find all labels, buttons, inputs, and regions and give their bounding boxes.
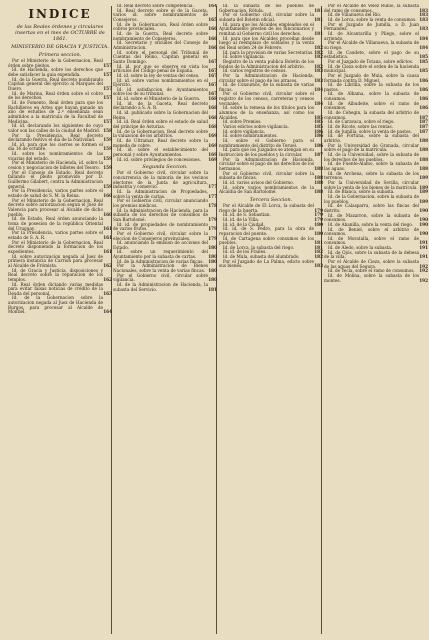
entry-text: Id. de Cieza sobre el orden de la hacienda municipal. [324, 63, 419, 74]
entry-text: Por el Ministerio de Hacienda, id. sobre la cesion y negociacion de billetes del Tesoro. [8, 160, 103, 171]
entry-text: Id. de Archena, sobre la subasta de los terrenos. [324, 170, 419, 181]
entry-text: Id. sobre el Gobierno para el nombramiento del distrito de Teruel. [219, 138, 314, 148]
index-entry [219, 186, 323, 195]
entry-text: Por la Administracion de Hacienda, circular sobre el pago de los derechos de los hermanos. [219, 156, 314, 171]
index-entry [113, 209, 217, 223]
entry-text: Id. de Villanueva del Rio. [328, 12, 382, 18]
entry-text: Id. id. de S. Pedro, para la obra de reparacion del puente. [219, 226, 314, 236]
entry-text: Varios edictos sobre vigilancia. [223, 124, 289, 130]
entry-page-number: 189 [419, 198, 428, 204]
entry-page-number: 180 [208, 258, 217, 264]
entry-page-number: 185 [419, 68, 428, 74]
entry-page-number: 168 [208, 105, 217, 111]
entry-page-number: 177 [208, 193, 217, 199]
entry-text: Id. id. sobre privilegios de concesiones. [117, 156, 201, 162]
entry-text: Id. de Beniel, sobre el arbitrio de consumos. [324, 226, 419, 237]
section-heading: Primera seccion. [38, 52, 82, 58]
entry-text: Id. sobre la remesa de los títulos para los alumnos de la enseñanza, así como los Alcaldes. [219, 105, 314, 120]
entry-text: Id. para la provision de varias Secretarías. [223, 49, 314, 55]
entry-text: Por el Juzgado de Mula, sobre la causa formada contra D. Miguel. [324, 72, 419, 83]
index-title: INDICE [28, 7, 92, 21]
entry-page-number: 190 [419, 221, 428, 227]
entry-text: Id. de Yecla, sobre el ramo de consumos. [328, 268, 415, 274]
entry-text: Por el Alcalde de Velez Rubio, la subasta del ramo de consumos. [324, 4, 419, 13]
entry-page-number: 184 [314, 86, 323, 92]
entry-page-number: 157 [103, 85, 112, 91]
entry-page-number: 182 [314, 254, 323, 260]
entry-page-number: 162 [103, 262, 112, 268]
entry-page-number: 186 [419, 96, 428, 102]
entry-page-number: 180 [208, 268, 217, 274]
entry-page-number: 185 [419, 58, 428, 64]
entry-page-number: 168 [208, 96, 217, 102]
index-entry [219, 158, 323, 172]
entry-text: Id. de la Guerra, Real decreto sobre nombramiento de Consejeros. [113, 30, 208, 41]
entry-page-number: 192 [419, 263, 428, 269]
entry-page-number: 159 [103, 183, 112, 189]
entry-page-number: 166 [208, 35, 217, 41]
entry-text: Id. de Fomento, Real órden para que los Bachilleres en Artes que hayan ganado un año de estudios de 2.º enseñanza sean admitidos a la matrícula de la Facultad de Medicina. [8, 99, 103, 124]
entry-page-number: 167 [208, 58, 217, 64]
index-entry [8, 269, 112, 283]
entry-text: Id. id. publicado sobre la Gobernacion del Reino. [113, 110, 208, 120]
index-entry [219, 106, 323, 120]
entry-page-number: 190 [419, 231, 428, 237]
entry-text: Id. sobre varios nombramientos de la Alcaldia de San Bartolomé. [219, 184, 314, 195]
entry-page-number: 168 [208, 124, 217, 130]
section-heading: Tercera Seccion. [249, 196, 293, 203]
entry-page-number: 183 [314, 263, 323, 269]
entry-text: Por el Juzgado de La Palma, edicto sobre sus bienes. [219, 258, 314, 269]
entry-page-number: 182 [314, 249, 323, 255]
entry-page-number: 161 [103, 225, 112, 231]
index-entry [8, 283, 112, 297]
entry-text: Id. id. sobre la ley de ventas del censo. [117, 72, 200, 78]
entry-text: Id. id. declarando los siguientes de cuyo valor son las calles de la ciudad de Madrid. [8, 123, 103, 133]
entry-page-number: 187 [419, 114, 428, 120]
entry-page-number: 183 [419, 12, 428, 18]
entry-page-number: 192 [419, 268, 428, 274]
entry-page-number: 186 [419, 77, 428, 83]
entry-page-number: 162 [103, 276, 112, 282]
entry-page-number: 179 [314, 207, 323, 213]
entry-page-number: 183 [314, 68, 323, 74]
entry-text: Por la Administracion de Hacienda, circular sobre el pago de los atrasos. [219, 72, 314, 83]
entry-text: Id. de Estado, Real órden anunciando la toma de posesion de la república Oriental del Uruguay. [8, 216, 103, 231]
entry-page-number: 164 [208, 4, 217, 8]
entry-page-number: 159 [103, 137, 112, 143]
entry-text: Id. de Cartagena sobre consumos de los pueblos. [219, 235, 314, 246]
entry-text: Id. de Caravaca, sobre el riego. [328, 119, 395, 125]
entry-page-number: 179 [208, 235, 217, 241]
entry-text: Id. de Consumos, de la subasta de varias fincas. [219, 82, 314, 92]
entry-text: Id. id. satisfaccion de Ayuntamientos sobre los de su tribunal. [113, 86, 208, 97]
entry-page-number: 182 [314, 44, 323, 50]
entry-page-number: 188 [314, 175, 323, 181]
index-entry [113, 283, 217, 292]
entry-page-number: 185 [419, 54, 428, 60]
entry-text: Id. anunciando la emision de acciones del Estado. [113, 240, 208, 250]
entry-page-number: 167 [208, 68, 217, 74]
entry-page-number: 177 [208, 184, 217, 190]
index-entry [219, 92, 323, 106]
entry-page-number: 159 [103, 155, 112, 161]
index-entry [324, 274, 428, 283]
entry-page-number: 163 [103, 290, 112, 296]
entry-page-number: 180 [208, 244, 217, 250]
entry-text: Id. id. de la Gaceta, Real decreto declarando a S. A. R. [113, 100, 208, 111]
entry-text: Id. varios registros de censos. [223, 68, 287, 74]
entry-page-number: 164 [103, 309, 112, 315]
entry-page-number: 180 [314, 221, 323, 227]
entry-text: Id. Real decreto sobre competencia. [117, 4, 194, 8]
index-entry [113, 9, 217, 23]
entry-page-number: 169 [208, 133, 217, 139]
entry-text: Id. de Molina, sobre la subasta de los montes. [324, 273, 419, 283]
entry-page-number: 184 [419, 44, 428, 50]
entry-page-number: 179 [208, 226, 217, 232]
entry-text: Id. de Abanilla, sobre la venta del riego. [328, 221, 414, 227]
entry-text: Por el Ministerio de la Gobernacion, Real decreto disponiendo la formacion de los expedientes. [8, 239, 103, 254]
entry-text: Id. de la Administracion de varias fincas. [117, 258, 204, 264]
entry-text: Registro de la venta publica Boletin de los fondos de la Administracion del arbitrio. [219, 58, 314, 69]
index-entry [219, 37, 323, 51]
entry-text: Id. sobre autorizacion negada al Juez de primera instancia de Carrion para procesar al Alcalde de Frómista. [8, 253, 103, 268]
entry-text: Id. Real órden dictando varias medidas para evitar falsas noticias de crédito de la Deuda del personal. [8, 281, 103, 296]
entry-page-number: 181 [208, 286, 217, 292]
index-entry [8, 255, 112, 269]
entry-text: Id. id. de S. Sebastian. [223, 212, 271, 218]
entry-text: Por el Ministerio de la Gobernacion, Real decreto sobre autorizacion segun el Juez de Valencia para procesar al Alcalde de dicho pueblo. [8, 197, 103, 217]
entry-text: Por el Gobierno civil, circular sobre la subasta de fincas. [219, 170, 314, 181]
index-subtitle: de las Reales órdenes y circulares insertas en el mes de OCTUBRE de 1861. [15, 24, 105, 42]
entry-text: Por el Alcalde de Cieza, sobre la subasta de las aguas del Segura. [324, 259, 419, 269]
entry-page-number: 160 [103, 193, 112, 199]
section-heading: Segunda Seccion. [142, 164, 188, 171]
index-entry [219, 260, 323, 269]
entry-page-number: 182 [314, 54, 323, 60]
entry-text: Id. la subasta de los pueblos de Gobernacion, Rótula. [219, 4, 314, 13]
entry-text: Id. Real decreto sobre el de la Gaceta, varios id. sobre nombramientos de Consejeros. [113, 7, 208, 22]
index-entry [219, 23, 323, 37]
entry-text: Id. sobre Premios. [223, 119, 262, 125]
entry-page-number: 190 [419, 207, 428, 213]
entry-text: Id. id. de los Frailes. [223, 249, 267, 255]
entry-text: Id. de Aledo, sobre la subasta. [328, 245, 393, 251]
entry-text: Id. id. sobre el Ministerio de la Guerra. [117, 96, 201, 102]
section-heading: MINISTERIO DE GRACIA Y JUSTICIA. [11, 44, 109, 50]
entry-text: Id. de Mula, subasta del alumbrado. [223, 254, 300, 260]
entry-page-number: 161 [103, 234, 112, 240]
entry-page-number: 185 [314, 124, 323, 130]
entry-text: Id. de la Gobernacion sobre la autorizacion negada al Juez de Hacienda de Burgos, para procesar al Alcalde de Montiel. [8, 295, 103, 315]
index-entry [8, 296, 112, 315]
entry-text: Id. id. para que los cierres se formen el dia 16 de octubre. [8, 141, 103, 152]
entry-page-number: 188 [314, 189, 323, 195]
entry-page-number: 168 [208, 114, 217, 120]
index-entry [113, 51, 217, 65]
entry-text: Por el Gobierno civil, circular sobre la subasta del Boletin oficial. [219, 12, 314, 22]
entry-text: Id. de Hacienda, sobre los derechos que debe satisfacer la guia expendida. [8, 67, 103, 77]
entry-page-number: 186 [314, 133, 323, 139]
index-column-3 [219, 4, 323, 269]
index-entry [8, 78, 112, 92]
entry-text: Id. de Librilla, sobre la subasta de los pastos. [324, 82, 419, 92]
entry-text: Id. id. de propiedades de nombramiento de varios frutos. [113, 221, 208, 232]
entry-text: Id. de la Universidad, sobre la subasta de los derechos de los pueblos. [324, 152, 419, 162]
entry-text: Id. de la Guerra, Real decreto nombrando Capitan general del ejército al Marqués del Duero. [8, 76, 103, 91]
entry-text: Por el Gobierno civil, circular sobre el registro de los censos, carreteras y censos vecinales. [219, 91, 314, 106]
entry-page-number: 184 [314, 100, 323, 106]
entry-page-number: 180 [208, 254, 217, 260]
entry-text: Id. sobre los nombramientos de las vicarias del estado. [8, 151, 103, 161]
entry-text: Id. de Cehegin, la subasta del arbitrio de consumos. [324, 110, 419, 120]
entry-text: Por el Gobierno civil, circular sobre la concurrencia de la minoría de los vecinos electores de la Junta de agricultura, industria y comercio. [113, 170, 208, 190]
entry-page-number: 181 [314, 16, 323, 22]
entry-text: Por el Juzgado de Totana, sobre edictos. [328, 58, 414, 64]
entry-text: Id. de Blanca, sobre la subasta. [328, 189, 395, 195]
index-column-1 [8, 4, 112, 315]
entry-text: Id. para que los Alcaldes empleados en el Ayuntamiento presten de los funcionarios y remitan al Gobierno civil los derechos. [219, 21, 314, 36]
entry-page-number: 186 [419, 86, 428, 92]
index-entry [113, 158, 217, 163]
entry-text: Por el Gobierno civil, circular sobre la eleccion de Consejeros provinciales. [113, 230, 208, 241]
entry-page-number: 179 [314, 212, 323, 218]
index-entry [8, 241, 112, 255]
index-column-4 [324, 4, 428, 283]
entry-text: Id. Secretario y oficiales del Consejo de Administracion. [113, 40, 208, 50]
entry-text: Por el Alcalde de El Lorca, la subasta del riego de la huerta. [219, 202, 314, 213]
entry-text: Id. de Ojós, sobre la subasta de la dehesa de la villa. [324, 249, 419, 260]
index-entry [8, 171, 112, 190]
entry-page-number: 188 [419, 147, 428, 153]
entry-page-number: 180 [208, 277, 217, 283]
entry-text: Id. de Jumilla, sobre la venta de pastos. [328, 128, 412, 134]
entry-text: Id. la Administracion de Propiedades, sobre la venta de cartas. [113, 188, 208, 199]
entry-page-number: 178 [208, 202, 217, 208]
entry-page-number: 167 [208, 91, 217, 97]
entry-text: Id. de la Gobernacion, Real decreto sobre la valuacion de los arbitrios. [113, 128, 208, 139]
entry-page-number: 188 [419, 138, 428, 144]
entry-text: Por el Consejo de Estado, Real decreto fallando el pleito promovido por D. Guillermo Gilabert, contra la Administracion general. [8, 169, 103, 189]
entry-page-number: 181 [314, 30, 323, 36]
entry-page-number: 179 [208, 216, 217, 222]
entry-text: Por la Presidencia, varios partes sobre el estado de salud de S. M. la Reina. [8, 188, 103, 199]
entry-page-number: 192 [419, 277, 428, 283]
entry-text: Id. de Alcantarilla y Pliego, sobre el arriendo. [324, 30, 419, 41]
entry-page-number: 181 [314, 240, 323, 246]
entry-page-number: 191 [419, 254, 428, 260]
entry-page-number: 181 [314, 244, 323, 250]
entry-page-number: 187 [419, 124, 428, 130]
entry-text: Por la Presidencia, Real decreto declarando festivo el dia de la Natividad. [8, 132, 103, 143]
entry-page-number: 190 [419, 217, 428, 223]
entry-text: Id. de Calasparra, sobre las fincas del distrito. [324, 203, 419, 213]
entry-text: Id. id. Real órden sobre el estado de salud del principe de Asturias. [113, 119, 208, 130]
entry-text: Id. la Administracion de Hacienda, para la subasta de los derechos de consumos de San Bartolomé. [113, 207, 208, 222]
entry-page-number: 187 [419, 128, 428, 134]
entry-text: Por la Universidad de Sevilla, circular sobre la venta de los bienes de la matrícula. [324, 179, 419, 190]
entry-page-number: 159 [103, 146, 112, 152]
entry-text: Por el Alcalde de Villanueva, la subasta de su riego. [324, 40, 419, 50]
entry-page-number: 167 [208, 82, 217, 88]
entry-text: Id. de Ricote, sobre las rentas. [328, 124, 393, 130]
entry-text: Por el Gobierno civil, circular sobre vigilancia. [113, 272, 208, 283]
entry-page-number: 187 [314, 152, 323, 157]
entry-text: Id. de la Administracion de Hacienda, la subasta del Servicio. [113, 282, 208, 292]
entry-page-number: 183 [419, 16, 428, 22]
entry-page-number: 181 [314, 7, 323, 13]
entry-page-number: 183 [419, 26, 428, 32]
entry-page-number: 187 [419, 119, 428, 125]
entry-text: Id. de Fortuna, sobre la subasta del arbitrio. [324, 133, 419, 144]
entry-text: Por la Universidad de Granada, circular sobre el pago de la matrícula. [324, 142, 419, 153]
entry-page-number: 159 [103, 165, 112, 171]
entry-text: Id. de Alhama, sobre la subasta de consumos. [324, 91, 419, 102]
entry-page-number: 169 [208, 152, 217, 157]
entry-text: Id. sobre un requerimiento del Ayuntamiento por la subasta de cartas. [113, 249, 208, 260]
entry-text: Id. de Fuente-Alamo, sobre la subasta de las aguas. [324, 161, 419, 171]
entry-text: Por el Juzgado de Jumilla, a D. Juan Fernandez. [324, 21, 419, 32]
entry-page-number: 188 [314, 165, 323, 171]
entry-text: Id. para que los Alcaldes procedan desde luego al reemplazo de soldados y la venta del Real orden 24 de Febrero. [219, 35, 314, 50]
entry-text: Por la Administracion de Bienes Nacionales, sobre la venta de varias fincas. [113, 263, 208, 274]
index-entry [8, 101, 112, 124]
entry-text: Id. id. varios avisos del Gobierno. [223, 179, 294, 185]
entry-text: Id. de la Gobernacion, Real órden sobre cobros provinciales. [113, 21, 208, 32]
entry-text: Id. de Gracia y Justicia, disposiciones y Real decreto sobre la reparacion de los templos. [8, 267, 103, 282]
entry-text: Id. de Albudeite, sobre el ramo de consumos. [324, 100, 419, 111]
entry-text: Id. id. sobre el establecimiento del personal y sobre Ayuntamientos. [113, 147, 208, 157]
entry-text: Id. id. sobre varios nombramientos en el Ejército. [113, 77, 208, 88]
entry-page-number: 186 [314, 142, 323, 148]
entry-page-number: 186 [419, 105, 428, 111]
entry-page-number: 160 [103, 211, 112, 217]
entry-text: Id. sobre vigilancia. [223, 54, 265, 60]
index-entry [8, 199, 112, 218]
entry-page-number: 188 [419, 165, 428, 171]
entry-page-number: 180 [314, 230, 323, 236]
entry-page-number: 158 [103, 127, 112, 133]
entry-page-number: 189 [419, 184, 428, 190]
entry-text: Id. id. de la Ciudad. [223, 221, 265, 227]
entry-page-number: 183 [314, 77, 323, 83]
entry-page-number: 183 [419, 7, 428, 13]
entry-page-number: 191 [419, 240, 428, 246]
entry-text: Id. sobre vigilancia. [223, 128, 265, 134]
entry-page-number: 188 [419, 156, 428, 162]
entry-page-number: 166 [208, 26, 217, 32]
entry-page-number: 157 [103, 71, 112, 77]
entry-page-number: 182 [314, 49, 323, 55]
entry-page-number: 191 [419, 245, 428, 251]
entry-text: Por el Gobierno civil, circular anunciando los premios médicos. [113, 198, 208, 208]
entry-page-number: 179 [314, 216, 323, 222]
entry-text: Id. id. por que se observe en vista los artículos del Código penal de España. [113, 63, 208, 74]
entry-text: Por la Presidencia, varios partes sobre el estado de S. A. R. [8, 230, 103, 240]
entry-page-number: 189 [419, 175, 428, 181]
entry-page-number: 189 [419, 189, 428, 195]
entry-text: Id. de la Gobernacion, sobre la subasta de los pueblos. [324, 193, 419, 204]
entry-page-number: 157 [103, 62, 112, 68]
entry-page-number: 161 [103, 248, 112, 254]
entry-text: Id. para que los Juzgados se atengan en su Instruccion de los pueblos y la circular. [219, 147, 314, 157]
entry-text: Id. sobre nombramientos. [223, 133, 278, 139]
entry-text: Id. de Lorca, la subasta del riego. [223, 244, 295, 250]
entry-page-number: 185 [314, 119, 323, 125]
entry-text: Id. de Marina, Real órden sobre el cobro de los derechos. [8, 90, 103, 101]
entry-page-number: 169 [208, 142, 217, 148]
entry-text: Por el Ministerio de la Gobernacion, Real órden sobre pleitos. [8, 58, 103, 68]
entry-page-number: 166 [208, 44, 217, 50]
entry-text: Id. de Moratalla, sobre el ramo de consumos. [324, 235, 419, 246]
entry-page-number: 186 [314, 128, 323, 134]
entry-page-number: 184 [419, 35, 428, 41]
entry-text: Id. id. de la Villa. [223, 216, 260, 222]
entry-page-number: 157 [103, 118, 112, 124]
index-entry [113, 171, 217, 190]
entry-text: Id. de Caudete, sobre el pago de su estadística. [324, 49, 419, 60]
index-column-2 [113, 4, 217, 292]
entry-text: Id. de Lorca, sobre la venta de consumos. [328, 16, 417, 22]
entry-text: Id. sobre el personal del Tribunal de Cuentas del Reino, Capitan general en Santo Domingo. [113, 49, 208, 64]
entry-page-number: 188 [314, 179, 323, 185]
entry-text: Id. de Mazarron, sobre la subasta de consumos. [324, 212, 419, 223]
index-entry [8, 217, 112, 231]
entry-page-number: 185 [314, 114, 323, 120]
entry-page-number: 165 [208, 16, 217, 22]
entry-page-number: 169 [208, 156, 217, 162]
entry-page-number: 182 [314, 63, 323, 69]
entry-page-number: 157 [103, 95, 112, 101]
entry-page-number: 167 [208, 72, 217, 78]
entry-text: Id. de Ultramar, Real decreto sobre la moneda de cobre. [113, 138, 208, 148]
